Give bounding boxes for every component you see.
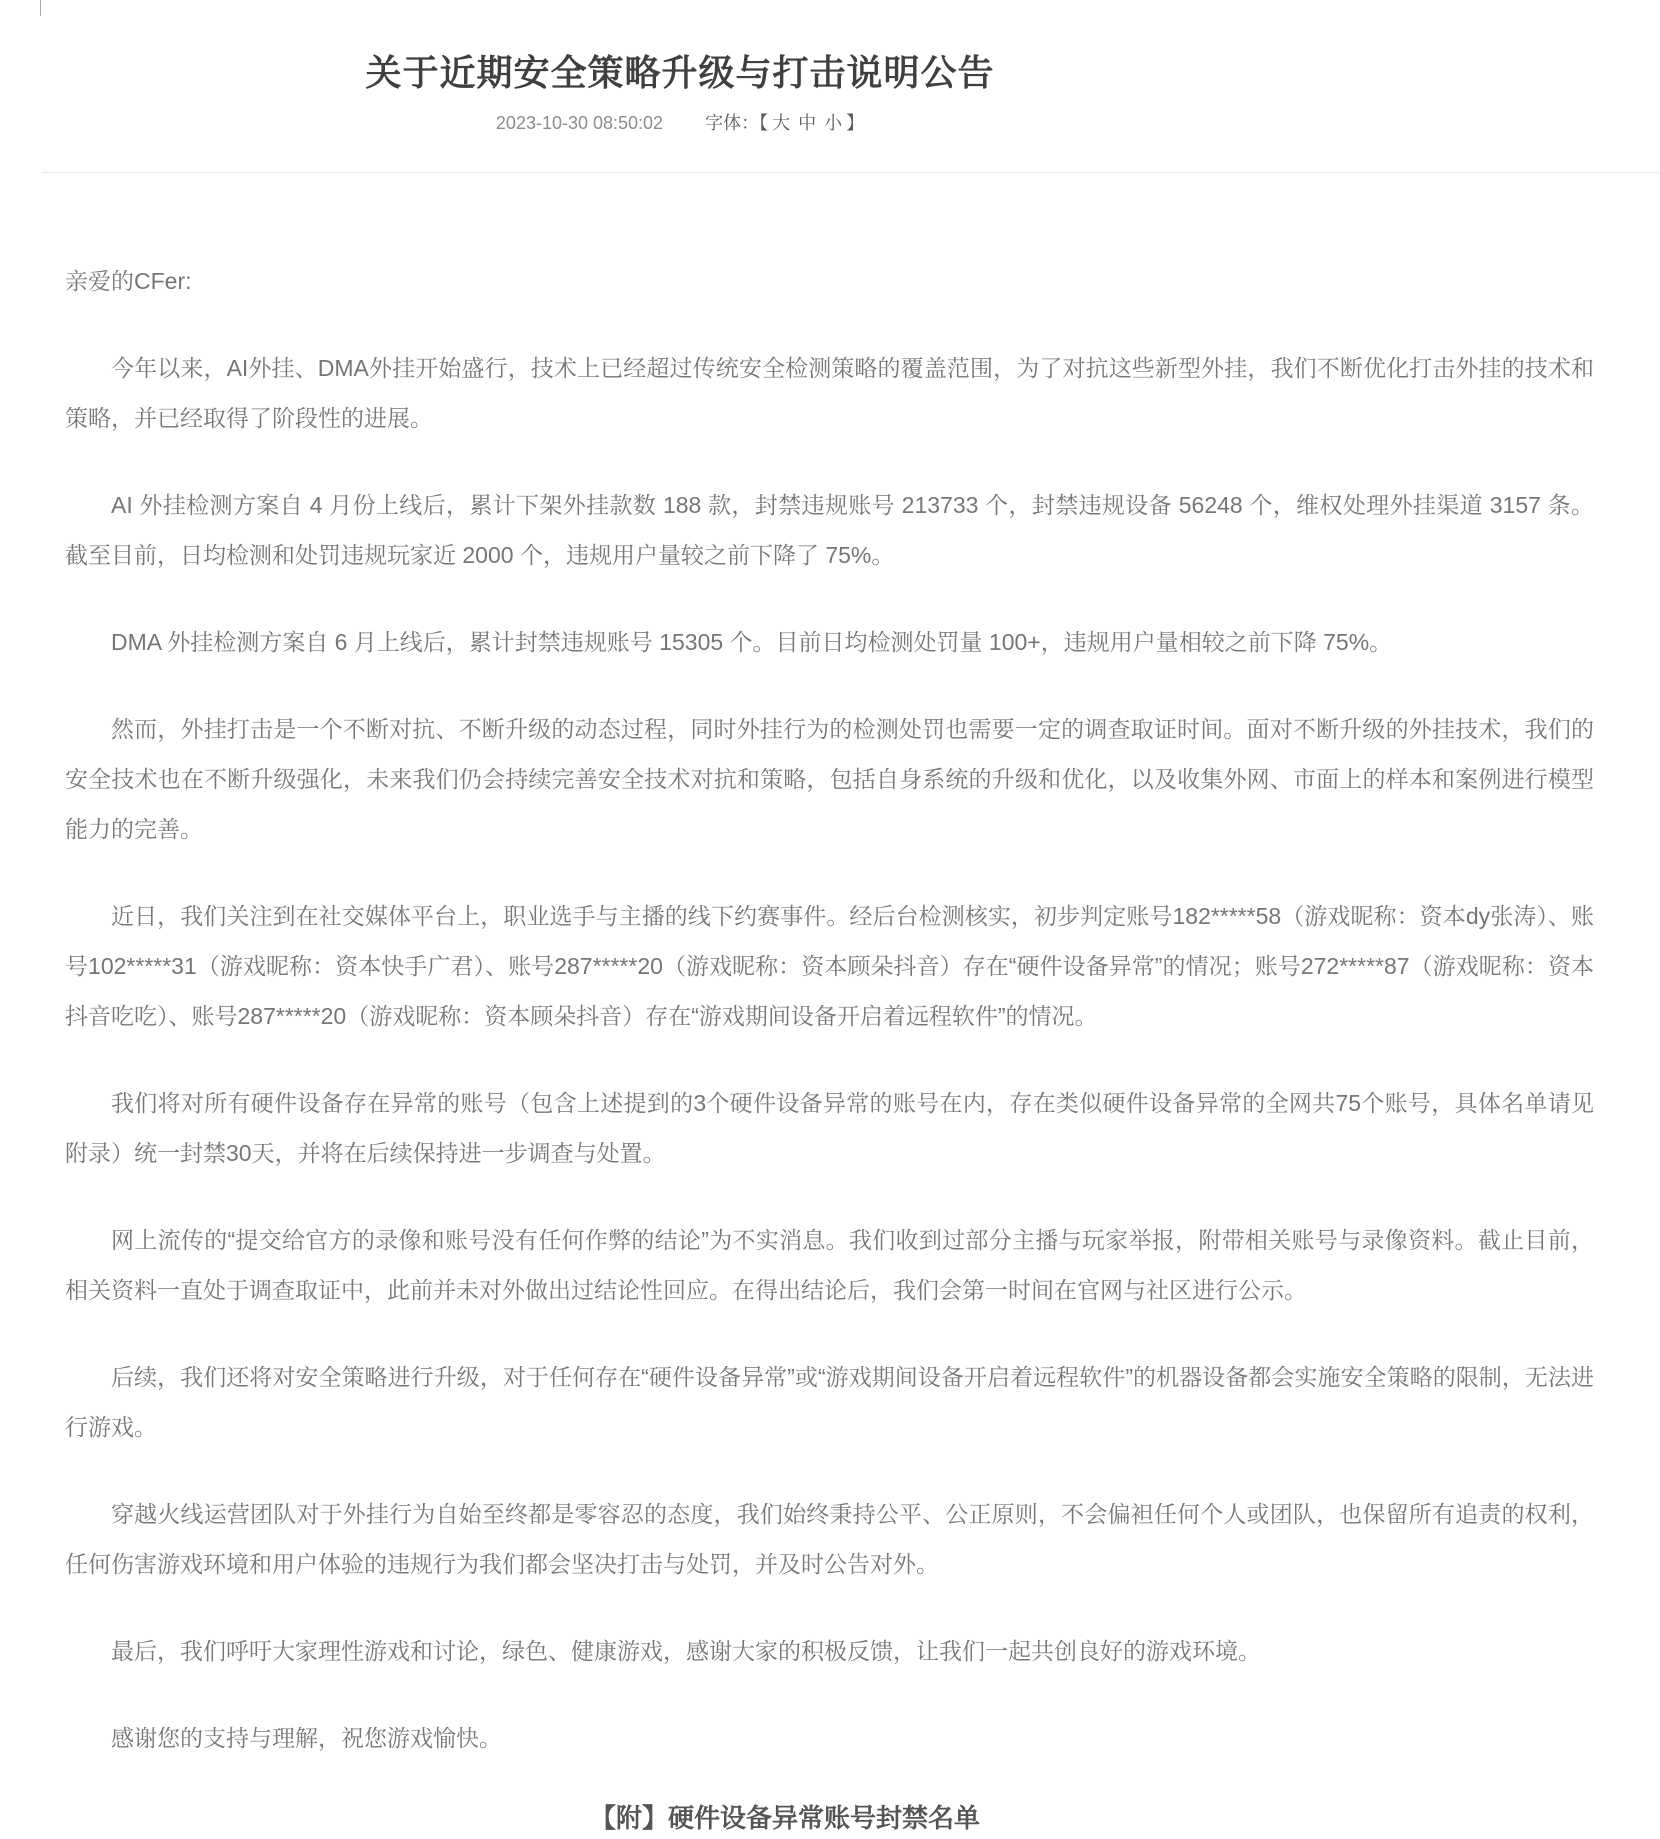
page-title: 关于近期安全策略升级与打击说明公告: [365, 52, 995, 93]
font-size-label: 字体：: [705, 113, 760, 133]
salutation: 亲爱的CFer:: [65, 268, 192, 294]
font-size-large-link[interactable]: 大: [772, 113, 791, 133]
paragraph: 近日，我们关注到在社交媒体平台上，职业选手与主播的线下约赛事件。经后台检测核实，初步判定账号182*****58（游戏昵称：资本dy张涛）、账号102*****31（游戏昵称：资本快手广君）、账号287*****20（游戏昵称：资本顾朵抖音）存在“硬件设备异常”的情况；账号272*****87（游戏昵称：资本抖音吃吃）、账号287*****20（游戏昵称：资本顾朵抖音）存在“游戏期间设备开启着远程软件”的情况。: [65, 903, 1594, 1029]
paragraph: 穿越火线运营团队对于外挂行为自始至终都是零容忍的态度，我们始终秉持公平、公正原则，不会偏袒任何个人或团队，也保留所有追责的权利，任何伤害游戏环境和用户体验的违规行为我们都会坚决打击与处罚，并及时公告对外。: [65, 1501, 1594, 1577]
article-body: [0, 256, 1660, 1836]
paragraph-list: [65, 343, 1594, 1763]
paragraph: 网上流传的“提交给官方的录像和账号没有任何作弊的结论”为不实消息。我们收到过部分主播与玩家举报，附带相关账号与录像资料。截止目前，相关资料一直处于调查取证中，此前并未对外做出过结论性回应。在得出结论后，我们会第一时间在官网与社区进行公示。: [65, 1227, 1594, 1303]
paragraph: 后续，我们还将对安全策略进行升级，对于任何存在“硬件设备异常”或“游戏期间设备开启着远程软件”的机器设备都会实施安全策略的限制，无法进行游戏。: [65, 1364, 1594, 1440]
appendix-title: 【附】硬件设备异常账号封禁名单: [589, 1803, 980, 1833]
font-size-small-link[interactable]: 小: [824, 113, 843, 133]
bracket-open: 【: [759, 113, 769, 133]
publish-datetime: 2023-10-30 08:50:02: [495, 113, 664, 133]
paragraph: AI 外挂检测方案自 4 月份上线后，累计下架外挂款数 188 款，封禁违规账号 213733 个，封禁违规设备 56248 个，维权处理外挂渠道 3157 条。截至目前，日均检测和处罚违规玩家近 2000 个，违规用户量较之前下降了 75%。: [65, 492, 1594, 568]
paragraph: 然而，外挂打击是一个不断对抗、不断升级的动态过程，同时外挂行为的检测处罚也需要一定的调查取证时间。面对不断升级的外挂技术，我们的安全技术也在不断升级强化，未来我们仍会持续完善安全技术对抗和策略，包括自身系统的升级和优化，以及收集外网、市面上的样本和案例进行模型能力的完善。: [65, 716, 1594, 842]
paragraph: 今年以来，AI外挂、DMA外挂开始盛行，技术上已经超过传统安全检测策略的覆盖范围，为了对抗这些新型外挂，我们不断优化打击外挂的技术和策略，并已经取得了阶段性的进展。: [65, 355, 1594, 431]
font-size-control: [705, 113, 864, 133]
paragraph: DMA 外挂检测方案自 6 月上线后，累计封禁违规账号 15305 个。目前日均检测处罚量 100+，违规用户量相较之前下降 75%。: [111, 629, 1393, 655]
font-size-medium-link[interactable]: 中: [798, 113, 817, 133]
announcement-header: [0, 0, 1360, 136]
paragraph: 最后，我们呼吁大家理性游戏和讨论，绿色、健康游戏，感谢大家的积极反馈，让我们一起共创良好的游戏环境。: [111, 1638, 1261, 1664]
bracket-close: 】: [846, 113, 865, 133]
left-edge-mark: [40, 0, 41, 16]
meta-line: [0, 110, 1360, 136]
header-divider: [42, 172, 1660, 173]
paragraph: 我们将对所有硬件设备存在异常的账号（包含上述提到的3个硬件设备异常的账号在内，存在类似硬件设备异常的全网共75个账号，具体名单请见附录）统一封禁30天，并将在后续保持进一步调查与处置。: [65, 1090, 1594, 1166]
paragraph: 感谢您的支持与理解，祝您游戏愉快。: [111, 1725, 502, 1751]
